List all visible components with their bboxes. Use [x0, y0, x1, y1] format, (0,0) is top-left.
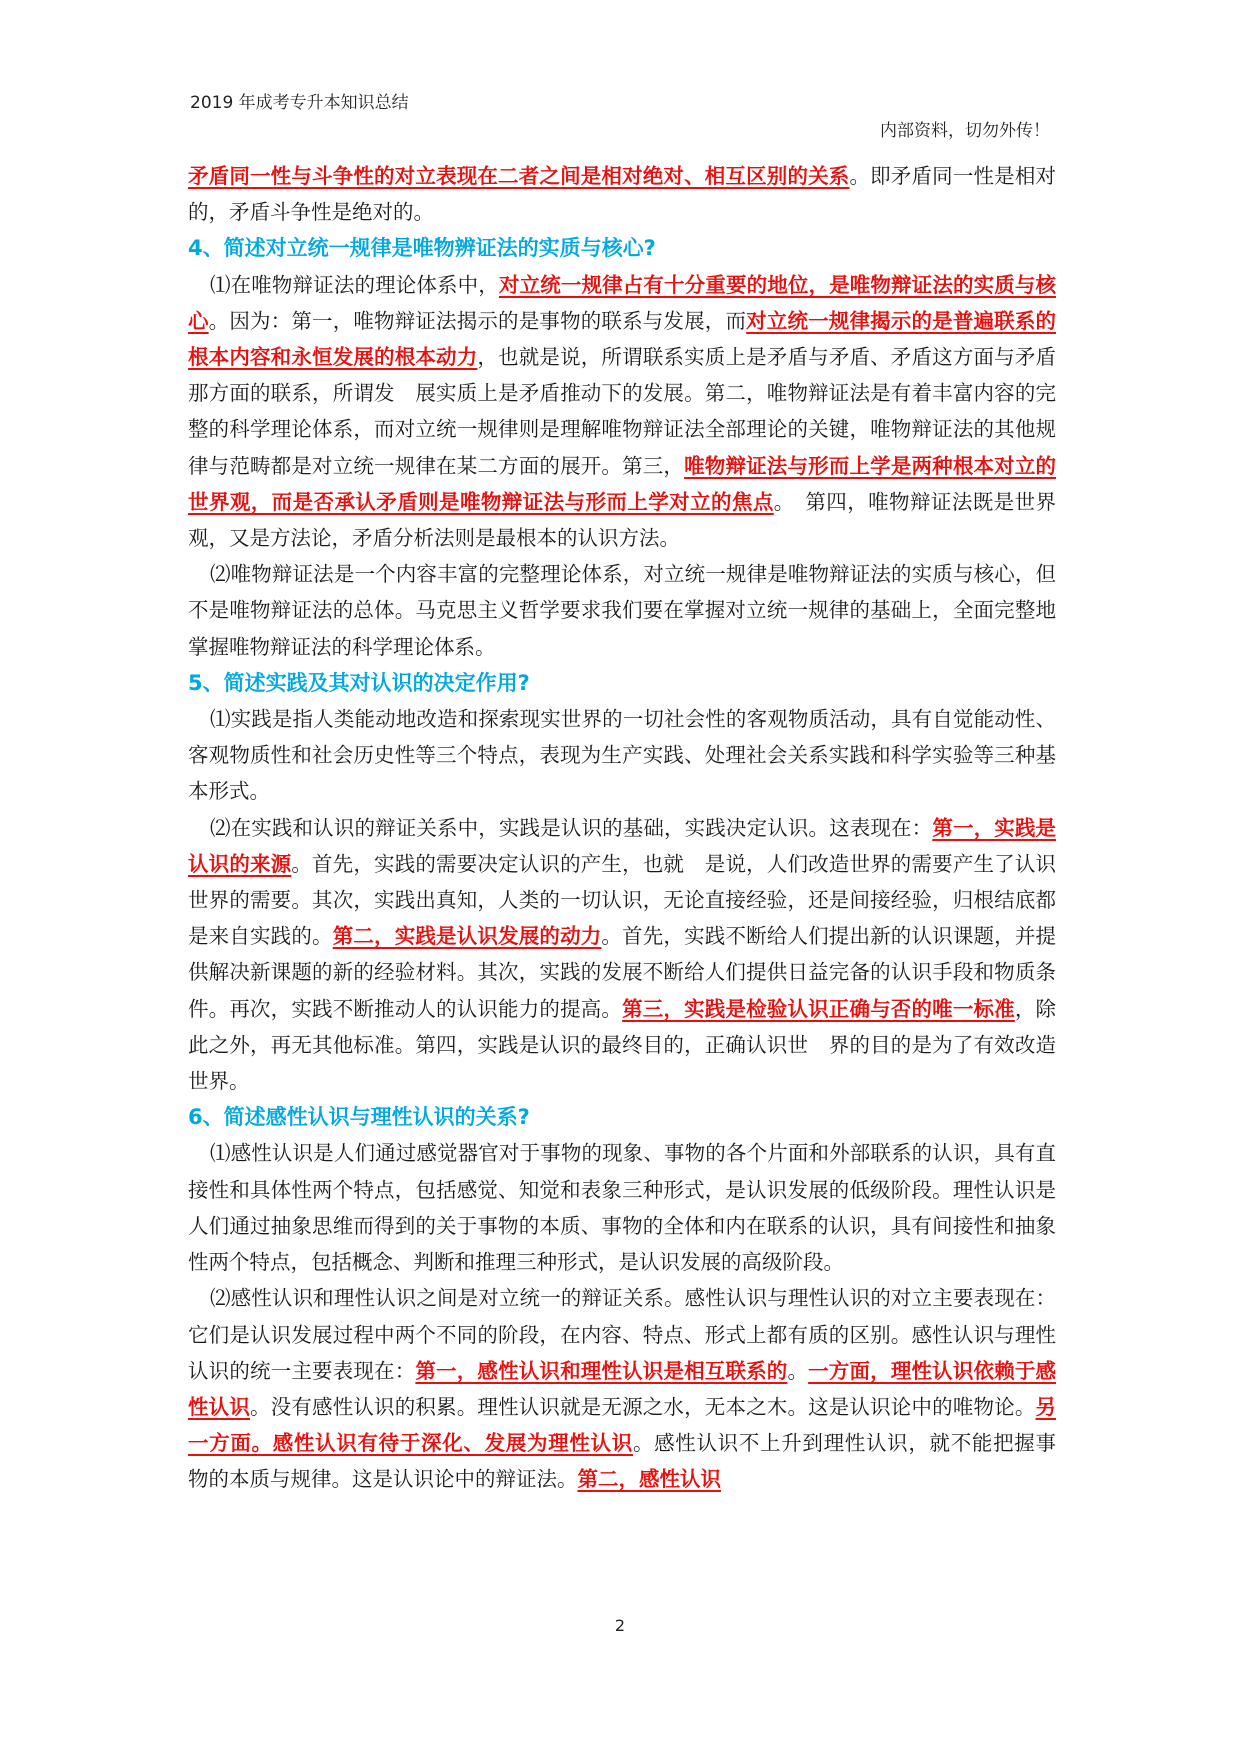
highlighted-text: 一方面，理性认识依赖于感性认识 — [188, 1358, 1057, 1419]
header-title: 2019 年成考专升本知识总结 — [190, 93, 409, 113]
highlighted-text: 唯物辩证法与形而上学是两种根本对立的世界观，而是否承认矛盾则是唯物辩证法与形而上学对立的焦点 — [188, 453, 1057, 514]
paragraph-text: ，也就是说，所谓联系实质上是矛盾与矛盾、矛盾这方面与矛盾那方面的联系，所谓发 展实质上是矛盾推动下的发展。第二，唯物辩证法是有着丰富内容的完整的科学理论体系，而对立统一规律则是理解唯物辩证法全部理论的关键，唯物辩证法的其他规律与范畴都是对立统一规律在某二方面的展开。第三， — [188, 345, 1056, 478]
paragraph-text: ⑴在唯物辩证法的理论体系中， — [210, 272, 499, 297]
paragraph-text: ⑴感性认识是人们通过感觉器官对于事物的现象、事物的各个片面和外部联系的认识，具有直接性和具体性两个特点，包括感觉、知觉和表象三种形式，是认识发展的低级阶段。理性认识是人们通过抽象思维而得到的关于事物的本质、事物的全体和内在联系的认识，具有间接性和抽象性两个特点，包括概念、判断和推理三种形式，是认识发展的高级阶段。 — [188, 1141, 1056, 1275]
paragraph-text: 。因为：第一，唯物辩证法揭示的是事物的联系与发展，而 — [208, 308, 747, 333]
highlighted-text: 第二，实践是认识发展的动力 — [332, 924, 602, 949]
body-paragraph — [188, 556, 1056, 665]
body-paragraph — [188, 1280, 1077, 1497]
highlighted-text: 第二，感性认识 — [577, 1467, 721, 1492]
highlighted-text: 另一方面。感性认识有待于深化、发展为理性认识 — [188, 1394, 1057, 1456]
paragraph-text: ⑵感性认识和理性认识之间是对立统一的辩证关系。感性认识与理性认识的对立主要表现在：它们是认识发展过程中两个不同的阶段，在内容、特点、形式上都有质的区别。感性认识与理性认识的统一主要表现在： — [188, 1286, 1056, 1383]
highlighted-text: 矛盾同一性与斗争性的对立表现在二者之间是相对绝对、相互区别的关系 — [188, 164, 850, 188]
highlighted-text: 对立统一规律揭示的是普遍联系的根本内容和永恒发展的根本动力 — [188, 308, 1056, 370]
paragraph-text: ⑵在实践和认识的辩证关系中，实践是认识的基础，实践决定认识。这表现在： — [210, 815, 933, 840]
highlighted-text: 第一，实践是认识的来源 — [188, 815, 1056, 876]
section-heading: 6、简述感性认识与理性认识的关系? — [188, 1105, 530, 1130]
paragraph-text: ⑴实践是指人类能动地改造和探索现实世界的一切社会性的客观物质活动，具有自觉能动性、客观物质性和社会历史性等三个特点，表现为生产实践、处理社会关系实践和科学实验等三种基本形式。 — [188, 707, 1056, 804]
highlighted-text: 对立统一规律占有十分重要的地位，是唯物辩证法的实质与核心 — [188, 272, 1057, 333]
paragraph-text: 。感性认识不上升到理性认识，就不能把握事 物的本质与规律。这是认识论中的辩证法。 — [188, 1431, 1077, 1492]
paragraph-text: ，除此之外，再无其他标准。第四，实践是认识的最终目的，正确认识世 界的目的是为了有效改造世界。 — [188, 996, 1057, 1094]
paragraph-text: 。 — [787, 1358, 809, 1383]
body-paragraph — [188, 810, 1077, 1100]
body-paragraph — [188, 158, 1056, 230]
page-number: 2 — [614, 1616, 626, 1635]
highlighted-text: 第一，感性认识和理性认识是相互联系的 — [415, 1358, 788, 1383]
paragraph-text: 。 第四，唯物辩证法既是世界观，又是方法论，矛盾分析法则是最根本的认识方法。 — [188, 489, 1056, 551]
body-paragraph — [188, 1135, 1056, 1280]
body-paragraph — [188, 701, 1056, 810]
paragraph-text: 。没有感性认识的积累。理性认识就是无源之水，无本之木。这是认识论中的唯物论。 — [250, 1394, 1036, 1419]
paragraph-text: 。首先，实践不断给人们提出新的认识课题，并提供解决新课题的新的经验材料。其次，实践的发展不断给人们提供日益完备的认识手段和物质条 件。再次，实践不断推动人的认识能力的提高。 — [188, 924, 1077, 1021]
paragraph-text: ⑵唯物辩证法是一个内容丰富的完整理论体系，对立统一规律是唯物辩证法的实质与核心，但不是唯物辩证法的总体。马克思主义哲学要求我们要在掌握对立统一规律的基础上，全面完整地掌握唯物辩证法的科学理论体系。 — [188, 562, 1056, 659]
highlighted-text: 第三，实践是检验认识正确与否的唯一标准 — [622, 996, 1015, 1021]
body-paragraph — [188, 267, 1056, 557]
document-body — [188, 158, 1077, 1498]
paragraph-text: 。即矛盾同一性是相对的，矛盾斗争性是绝对的。 — [188, 164, 1057, 225]
section-heading: 5、简述实践及其对认识的决定作用? — [188, 670, 530, 695]
section-heading: 4、简述对立统一规律是唯物辨证法的实质与核心? — [188, 236, 656, 261]
header-notice: 内部资料，切勿外传！ — [880, 121, 1050, 141]
paragraph-text: 。首先，实践的需要决定认识的产生，也就 是说，人们改造世界的需要产生了认识世界的需要。其次，实践出真知，人类的一切认识，无论直接经验，还是间接经验，归根结底都是来自实践的。 — [188, 851, 1057, 949]
